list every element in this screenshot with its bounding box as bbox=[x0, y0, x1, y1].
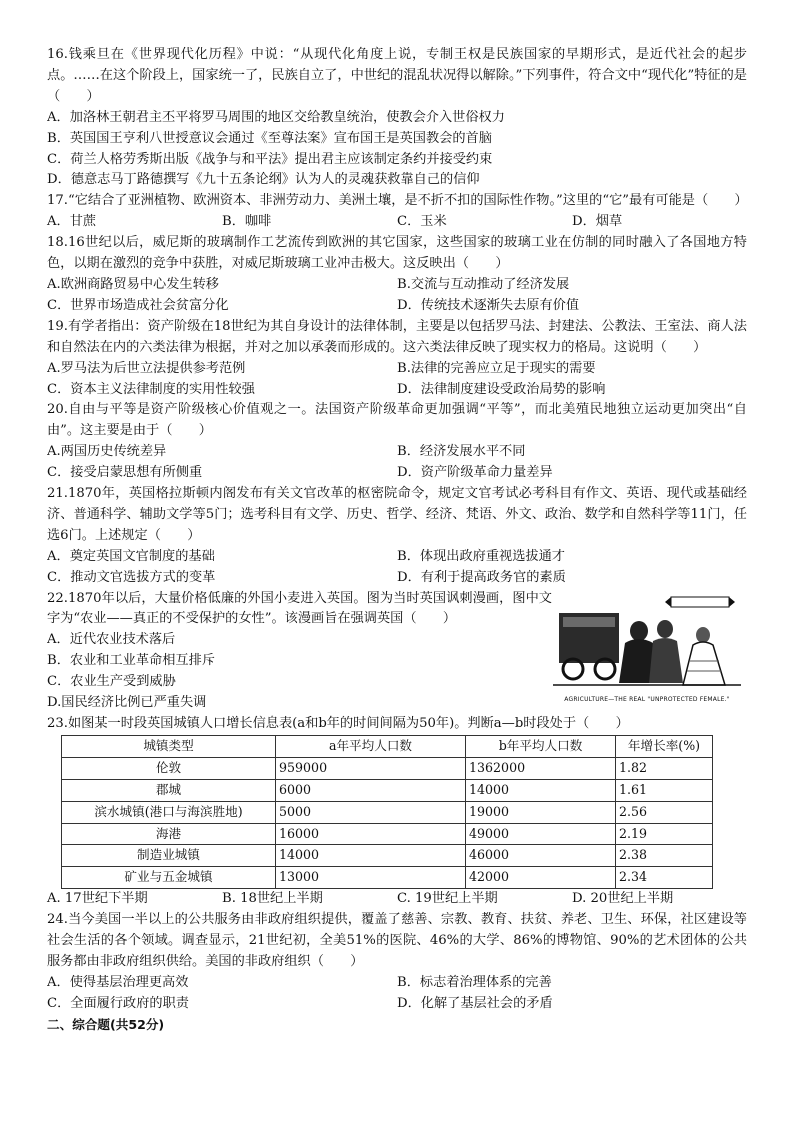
table-cell: 6000 bbox=[276, 779, 466, 801]
question-stem: 17.“它结合了亚洲植物、欧洲资本、非洲劳动力、美洲土壤，是不折不扣的国际性作物。”这里的“它”最有可能是（ ） bbox=[47, 193, 748, 209]
table-cell: 19000 bbox=[466, 801, 616, 823]
table-cell: 滨水城镇(港口与海滨胜地) bbox=[62, 801, 276, 823]
table-cell: 2.34 bbox=[616, 867, 713, 889]
table-row bbox=[62, 823, 713, 845]
question-19 bbox=[47, 317, 747, 401]
option-c[interactable]: C．农业生产受到威胁 bbox=[47, 674, 176, 690]
options-row bbox=[47, 442, 747, 463]
column-header: b年平均人口数 bbox=[466, 735, 616, 757]
option-c[interactable]: C．推动文官选拔方式的变革 bbox=[47, 569, 216, 585]
option-a[interactable]: A.两国历史传统差异 bbox=[47, 444, 167, 460]
option-b[interactable]: B．经济发展水平不同 bbox=[397, 444, 526, 460]
option-c[interactable]: C．世界市场造成社会贫富分化 bbox=[47, 297, 229, 313]
table-cell: 矿业与五金城镇 bbox=[62, 867, 276, 889]
table-cell: 5000 bbox=[276, 801, 466, 823]
table-cell: 13000 bbox=[276, 867, 466, 889]
option-d[interactable]: D．烟草 bbox=[572, 214, 623, 230]
table-cell: 2.38 bbox=[616, 845, 713, 867]
column-header: 年增长率(%) bbox=[616, 735, 713, 757]
option-a[interactable]: A．甘蔗 bbox=[47, 214, 97, 230]
question-stem: 18.16世纪以后，威尼斯的玻璃制作工艺流传到欧洲的其它国家，这些国家的玻璃工业在仿制的同时融入了各国地方特色，以期在激烈的竞争中获胜，对威尼斯玻璃工业冲击极大。这反映出（ ） bbox=[47, 235, 747, 272]
table-cell: 1362000 bbox=[466, 757, 616, 779]
question-20 bbox=[47, 400, 747, 484]
option-b[interactable]: B．咖啡 bbox=[222, 214, 272, 230]
options-row bbox=[47, 889, 747, 910]
options-row bbox=[47, 212, 747, 233]
question-17 bbox=[47, 191, 747, 233]
option-c[interactable]: C．接受启蒙思想有所侧重 bbox=[47, 465, 203, 481]
options-row bbox=[47, 359, 747, 380]
table-cell: 海港 bbox=[62, 823, 276, 845]
option-c[interactable]: C. 19世纪上半期 bbox=[397, 891, 498, 907]
option-d[interactable]: D. 20世纪上半期 bbox=[572, 891, 674, 907]
option-d[interactable]: D．有利于提高政务官的素质 bbox=[397, 569, 566, 585]
table-cell: 制造业城镇 bbox=[62, 845, 276, 867]
table-cell: 16000 bbox=[276, 823, 466, 845]
table-cell: 2.56 bbox=[616, 801, 713, 823]
satirical-cartoon bbox=[553, 591, 741, 704]
table-cell: 伦敦 bbox=[62, 757, 276, 779]
question-23 bbox=[47, 714, 747, 910]
section-heading: 二、综合题(共52分) bbox=[47, 1016, 165, 1032]
table-cell: 14000 bbox=[276, 845, 466, 867]
option-c[interactable]: C．荷兰人格劳秀斯出版《战争与和平法》提出君主应该制定条约并接受约束 bbox=[47, 151, 493, 167]
question-stem: 22.1870年以后，大量价格低廉的外国小麦进入英国。图为当时英国讽刺漫画，图中文字为“农业——真正的不受保护的女性”。该漫画旨在强调英国（ ） bbox=[47, 590, 552, 627]
table-cell: 959000 bbox=[276, 757, 466, 779]
table-cell: 14000 bbox=[466, 779, 616, 801]
question-stem: 23.如图某一时段英国城镇人口增长信息表(a和b年的时间间隔为50年)。判断a—b时段处于（ ） bbox=[47, 716, 629, 731]
options-row bbox=[47, 547, 747, 568]
table-cell: 1.61 bbox=[616, 779, 713, 801]
options-row bbox=[47, 380, 747, 401]
options-row bbox=[47, 275, 747, 296]
options-row bbox=[47, 296, 747, 317]
option-d[interactable]: D.国民经济比例已严重失调 bbox=[47, 695, 207, 711]
option-a[interactable]: A．加洛林王朝君主丕平将罗马周围的地区交给教皇统治，使教会介入世俗权力 bbox=[47, 109, 505, 125]
table-cell: 49000 bbox=[466, 823, 616, 845]
option-d[interactable]: D．德意志马丁路德撰写《九十五条论纲》认为人的灵魂获救靠自己的信仰 bbox=[47, 172, 480, 188]
question-22 bbox=[47, 589, 747, 714]
option-a[interactable]: A．近代农业技术落后 bbox=[47, 632, 176, 648]
option-c[interactable]: C．玉米 bbox=[397, 214, 447, 230]
option-a[interactable]: A. 17世纪下半期 bbox=[47, 891, 148, 907]
question-21 bbox=[47, 484, 747, 589]
options-row bbox=[47, 463, 747, 484]
table-header-row bbox=[62, 735, 713, 757]
option-d[interactable]: D．化解了基层社会的矛盾 bbox=[397, 995, 553, 1011]
option-a[interactable]: A.欧洲商路贸易中心发生转移 bbox=[47, 276, 219, 292]
option-c[interactable]: C．全面履行政府的职责 bbox=[47, 995, 189, 1011]
table-cell: 1.82 bbox=[616, 757, 713, 779]
table-cell: 46000 bbox=[466, 845, 616, 867]
question-18 bbox=[47, 233, 747, 317]
option-d[interactable]: D．资产阶级革命力量差异 bbox=[397, 465, 553, 481]
option-d[interactable]: D．传统技术逐渐失去原有价值 bbox=[397, 297, 580, 313]
table-row bbox=[62, 779, 713, 801]
question-24 bbox=[47, 910, 747, 1015]
option-b[interactable]: B．英国国王亨利八世授意议会通过《至尊法案》宣布国王是英国教会的首脑 bbox=[47, 130, 492, 146]
table-row bbox=[62, 845, 713, 867]
question-stem: 16.钱乘旦在《世界现代化历程》中说：“从现代化角度上说，专制王权是民族国家的早期形式，是近代社会的起步点。……在这个阶段上，国家统一了，民族自立了，中世纪的混乱状况得以解除。”下列事件，符合文中“现代化”特征的是（ ） bbox=[47, 47, 747, 104]
table-cell: 郡城 bbox=[62, 779, 276, 801]
table-row bbox=[62, 757, 713, 779]
options-row bbox=[47, 568, 747, 589]
option-c[interactable]: C．资本主义法律制度的实用性较强 bbox=[47, 381, 255, 397]
option-a[interactable]: A.罗马法为后世立法提供参考范例 bbox=[47, 360, 246, 376]
option-d[interactable]: D．法律制度建设受政治局势的影响 bbox=[397, 381, 606, 397]
column-header: a年平均人口数 bbox=[276, 735, 466, 757]
population-table bbox=[61, 735, 713, 889]
question-16 bbox=[47, 45, 747, 191]
option-a[interactable]: A．使得基层治理更高效 bbox=[47, 974, 189, 990]
cartoon-illustration bbox=[553, 591, 741, 689]
question-stem: 24.当今美国一半以上的公共服务由非政府组织提供，覆盖了慈善、宗教、教育、扶贫、养老、卫生、环保，社区建设等社会生活的各个领域。调查显示，21世纪初，全美51%的医院、46%的大学、86%的博物馆、90%的艺术团体的公共服务都由非政府组织供给。美国的非政府组织（ ） bbox=[47, 912, 747, 969]
question-stem: 20.自由与平等是资产阶级核心价值观之一。法国资产阶级革命更加强调“平等”，而北美殖民地独立运动更加突出“自由”。这主要是由于（ ） bbox=[47, 402, 747, 439]
column-header: 城镇类型 bbox=[62, 735, 276, 757]
table-row bbox=[62, 867, 713, 889]
option-b[interactable]: B．体现出政府重视选拔通才 bbox=[397, 548, 565, 564]
exam-page bbox=[47, 45, 747, 1036]
option-b[interactable]: B．农业和工业革命相互排斥 bbox=[47, 653, 215, 669]
options-row bbox=[47, 973, 747, 994]
options-row bbox=[47, 994, 747, 1015]
option-a[interactable]: A．奠定英国文官制度的基础 bbox=[47, 548, 215, 564]
cartoon-caption: AGRICULTURE—THE REAL "UNPROTECTED FEMALE." bbox=[564, 696, 730, 704]
option-b[interactable]: B．标志着治理体系的完善 bbox=[397, 974, 552, 990]
option-b[interactable]: B.交流与互动推动了经济发展 bbox=[397, 276, 570, 292]
table-cell: 2.19 bbox=[616, 823, 713, 845]
question-stem: 19.有学者指出：资产阶级在18世纪为其自身设计的法律体制，主要是以包括罗马法、封建法、公教法、王室法、商人法和自然法在内的六类法律为根据，并对之加以承袭而形成的。这六类法律反映了现实权力的格局。这说明（ ） bbox=[47, 318, 747, 355]
table-row bbox=[62, 801, 713, 823]
option-b[interactable]: B.法律的完善应立足于现实的需要 bbox=[397, 360, 596, 376]
question-stem: 21.1870年，英国格拉斯顿内阁发布有关文官改革的枢密院命令，规定文官考试必考科目有作文、英语、现代或基础经济、普通科学、辅助文学等5门；选考科目有文学、历史、哲学、经济、梵语、外文、政治、数学和自然科学等11门，任选6门。上述规定（ ） bbox=[47, 486, 747, 543]
option-b[interactable]: B. 18世纪上半期 bbox=[222, 891, 323, 907]
table-cell: 42000 bbox=[466, 867, 616, 889]
